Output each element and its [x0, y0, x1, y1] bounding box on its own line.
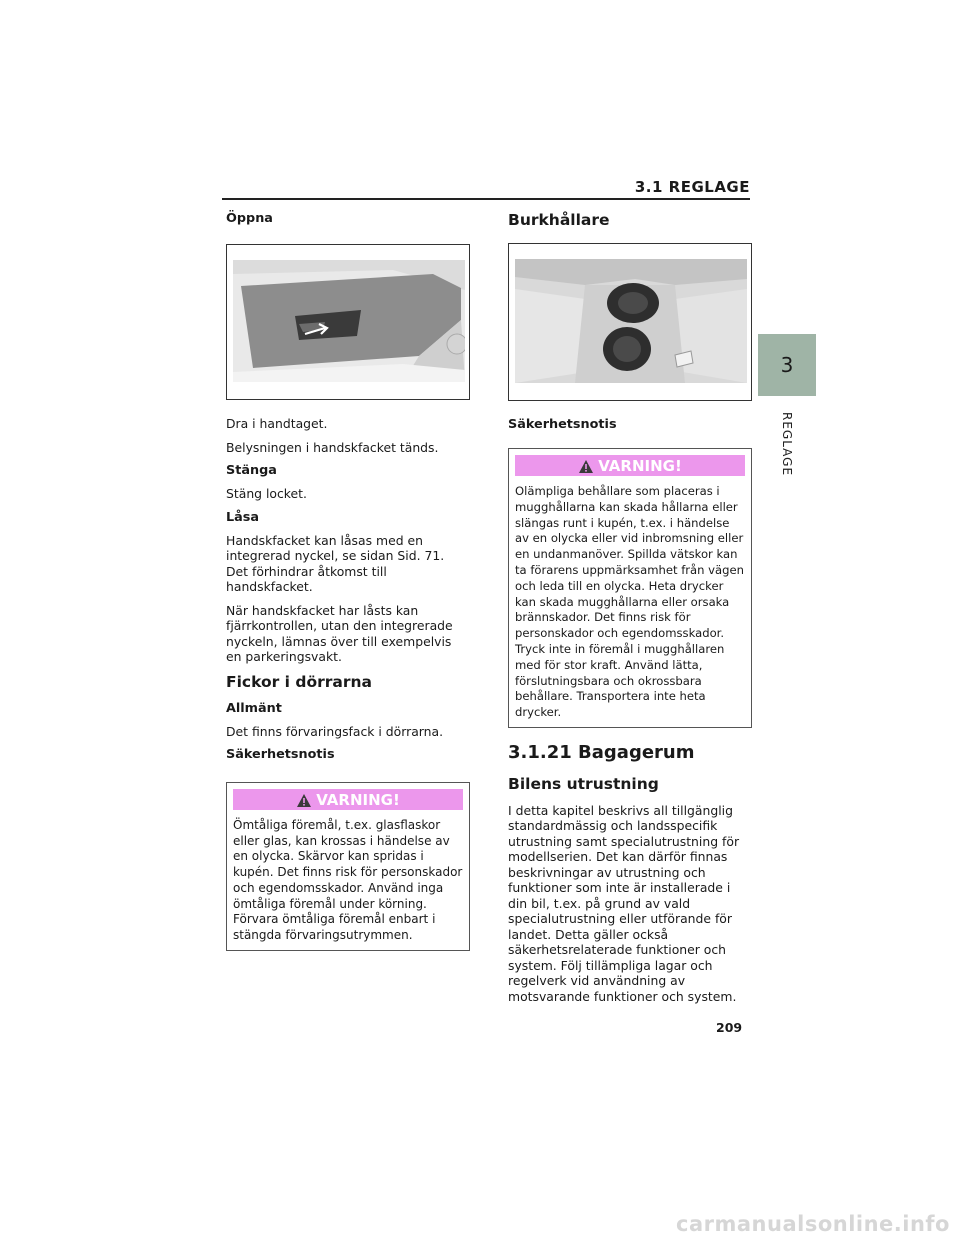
equipment-heading: Bilens utrustning: [508, 774, 659, 793]
general-heading: Allmänt: [226, 700, 282, 716]
open-heading: Öppna: [226, 211, 273, 226]
paragraph: Handskfacket kan låsas med en integrerad nyckel, se sidan Sid. 71. Det förhindrar åtkomst till handskfacket.: [226, 532, 445, 594]
cupholder-illustration: [515, 259, 747, 383]
paragraph: I detta kapitel beskrivs all tillgänglig standardmässig och landsspecifik utrustning samt specialutrustning för modellserien. Det kan därför finnas beskrivningar av utrustning och funktioner som inte är installerade i din bil, t.ex. på grund av vald specialutrustning eller utförande för landet. Detta gäller också säkerhetsrelaterade funktioner och system. Följ tillämpliga lagar och regelverk vid användning av motsvarande funktioner och system.: [508, 802, 740, 1004]
warning-header: [515, 455, 745, 476]
watermark: carmanualsonline.info: [676, 1212, 950, 1236]
warning-text: Ömtåliga föremål, t.ex. glasflaskor eller glas, kan krossas i händelse av en olycka. Skärvor kan spridas i kupén. Det finns risk för personskador och egendomsskador. Använd inga ömtåliga föremål under körning. Förvara ömtåliga föremål enbart i stängda förvaringsutrymmen.: [233, 818, 463, 942]
warning-box: [226, 782, 470, 951]
glovebox-illustration: [233, 260, 465, 382]
chapter-tab[interactable]: [758, 334, 816, 396]
warning-icon: [578, 459, 594, 474]
door-pockets-heading: Fickor i dörrarna: [226, 672, 373, 691]
header-rule: [222, 198, 750, 200]
chapter-number: 3: [780, 353, 794, 377]
chapter-label: REGLAGE: [780, 412, 794, 477]
warning-icon: [296, 793, 312, 808]
warning-title: VARNING!: [316, 791, 400, 809]
lock-heading: Låsa: [226, 509, 260, 525]
warning-header: [233, 789, 463, 810]
safety-heading: Säkerhetsnotis: [508, 417, 617, 432]
close-heading: Stänga: [226, 463, 277, 478]
safety-heading: Säkerhetsnotis: [226, 747, 335, 762]
cupholder-heading: Burkhållare: [508, 211, 610, 229]
paragraph: Stäng locket.: [226, 486, 307, 501]
paragraph: Dra i handtaget.: [226, 416, 328, 431]
glovebox-figure: [226, 244, 470, 400]
running-header: 3.1 REGLAGE: [634, 178, 750, 196]
section-heading: 3.1.21 Bagagerum: [508, 741, 695, 763]
warning-title: VARNING!: [598, 457, 682, 475]
left-column: [226, 205, 470, 961]
cupholder-figure: [508, 243, 752, 401]
page-number: 209: [716, 1020, 743, 1035]
paragraph: När handskfacket har låsts kan fjärrkontrollen, utan den integrerade nyckeln, lämnas över till exempelvis en parkeringsvakt.: [226, 602, 453, 664]
right-column: [508, 205, 752, 1012]
paragraph: Belysningen i handskfacket tänds.: [226, 439, 439, 455]
paragraph: Det finns förvaringsfack i dörrarna.: [226, 723, 444, 739]
warning-text: Olämpliga behållare som placeras i mugghållarna kan skada hållarna eller slängas runt i kupén, t.ex. i händelse av en olycka eller vid inbromsning eller en undanmanöver. Spillda vätskor kan ta förarens uppmärksamhet från vägen och leda till en olycka. Heta drycker kan skada mugghållarna eller orsaka brännskador. Det finns risk för personskador och egendomsskador. Tryck inte in föremål i mugghållaren med för stor kraft. Använd lätta, förslutningsbara och okrossbara behållare. Transportera inte heta drycker.: [515, 484, 744, 720]
warning-box: [508, 448, 752, 728]
